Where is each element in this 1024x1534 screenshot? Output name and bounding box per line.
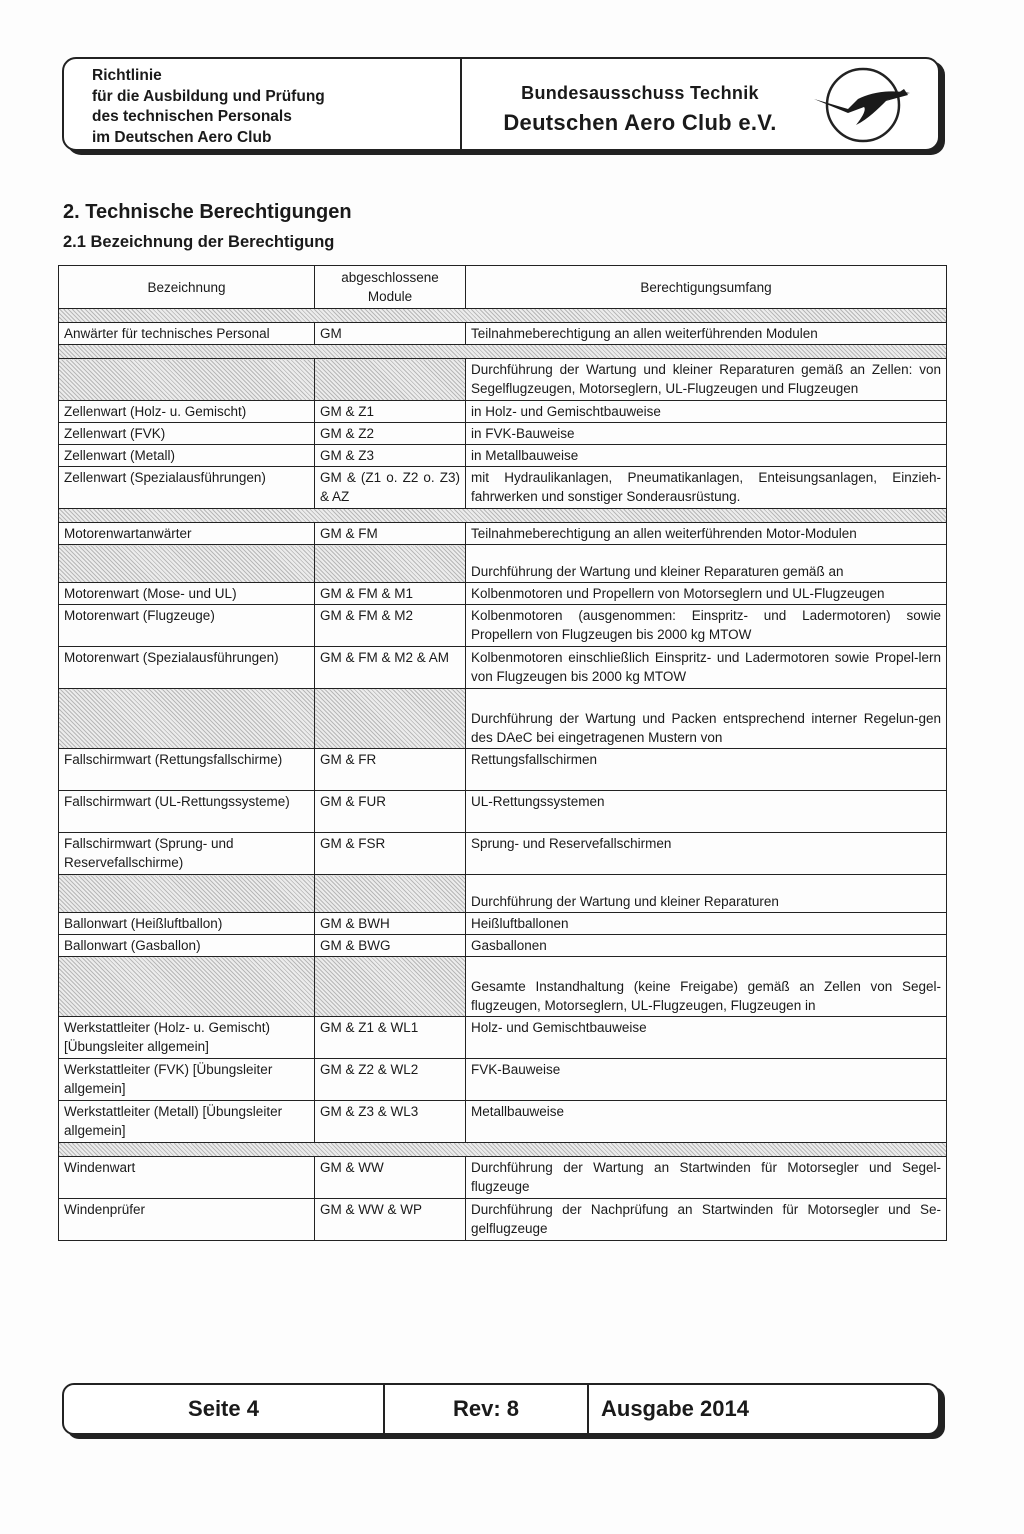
cell-scope: in Holz- und Gemischtbauweise [466,401,947,423]
cell-designation: Ballonwart (Gasballon) [59,935,315,957]
guideline-title-line: für die Ausbildung und Prüfung [92,87,325,105]
section-title: 2. Technische Berechtigungen [63,201,352,223]
table-row [59,605,947,647]
cell-designation: Anwärter für technisches Personal [59,323,315,345]
cell-scope: in FVK-Bauweise [466,423,947,445]
table-row [59,1157,947,1199]
subsection-title: 2.1 Bezeichnung der Berechtigung [63,233,335,251]
eagle-logo-icon [808,63,918,145]
org-committee: Bundesausschuss Technik [521,83,759,103]
cell-modules: GM & WW [315,1157,466,1199]
table-row [59,875,947,913]
cell-scope: Durchführung der Nachprüfung an Startwinden für Motorsegler und Se-gelflugzeuge [466,1199,947,1241]
cell-modules [315,545,466,583]
cell-scope: Kolbenmotoren einschließlich Einspritz- und Ladermotoren sowie Propel-lern von Flugzeugen bis 2000 kg MTOW [466,647,947,689]
cell-modules [315,957,466,1017]
cell-modules: GM & FR [315,749,466,791]
table-row [59,359,947,401]
cell-modules: GM & FM & M1 [315,583,466,605]
cell-scope: Kolbenmotoren (ausgenommen: Einspritz- und Ladermotoren) sowie Propellern von Flugzeugen bis 2000 kg MTOW [466,605,947,647]
guideline-title [64,59,462,149]
cell-modules: GM & BWG [315,935,466,957]
column-header: Berechtigungsumfang [466,266,947,309]
cell-designation [59,545,315,583]
table-row [59,1059,947,1101]
cell-designation: Motorenwartanwärter [59,523,315,545]
cell-modules: GM & FM [315,523,466,545]
guideline-title-line: des technischen Personals [92,108,292,125]
cell-scope: Holz- und Gemischtbauweise [466,1017,947,1059]
cell-modules: GM & Z1 [315,401,466,423]
table-row [59,957,947,1017]
cell-modules: GM & Z3 [315,445,466,467]
cell-modules: GM & FSR [315,833,466,875]
org-name: Deutschen Aero Club e.V. [503,110,777,135]
cell-scope: Kolbenmotoren und Propellern von Motorseglern und UL-Flugzeugen [466,583,947,605]
table-row [59,401,947,423]
cell-scope: Teilnahmeberechtigung an allen weiterführenden Motor-Modulen [466,523,947,545]
cell-scope: Durchführung der Wartung und kleiner Reparaturen [466,875,947,913]
cell-designation: Ballonwart (Heißluftballon) [59,913,315,935]
cell-scope: Durchführung der Wartung und kleiner Reparaturen gemäß an Zellen: von Segelflugzeugen, Motorseglern, UL-Flugzeugen und Flugzeugen [466,359,947,401]
document-header [62,57,940,151]
edition: Ausgabe 2014 [601,1396,749,1421]
column-header: Bezeichnung [59,266,315,309]
cell-designation [59,689,315,749]
table-row [59,545,947,583]
table-row [59,689,947,749]
revision: Rev: 8 [385,1385,589,1433]
table-row [59,1101,947,1143]
cell-scope: FVK-Bauweise [466,1059,947,1101]
cell-designation: Zellenwart (Spezialausführungen) [59,467,315,509]
column-header: abgeschlossene Module [315,266,466,309]
cell-scope: Heißluftballonen [466,913,947,935]
table-row [59,523,947,545]
cell-modules: GM & Z2 & WL2 [315,1059,466,1101]
cell-designation: Motorenwart (Flugzeuge) [59,605,315,647]
cell-scope: Durchführung der Wartung und kleiner Reparaturen gemäß an [466,545,947,583]
cell-designation [59,957,315,1017]
table-row [59,935,947,957]
cell-modules [315,689,466,749]
cell-designation: Motorenwart (Mose- und UL) [59,583,315,605]
cell-modules: GM & BWH [315,913,466,935]
table-row [59,913,947,935]
cell-modules: GM & Z1 & WL1 [315,1017,466,1059]
cell-designation [59,359,315,401]
table-row [59,423,947,445]
cell-scope: Metallbauweise [466,1101,947,1143]
cell-modules [315,359,466,401]
cell-designation: Motorenwart (Spezialausführungen) [59,647,315,689]
cell-scope: Gasballonen [466,935,947,957]
table-row [59,583,947,605]
cell-designation: Windenwart [59,1157,315,1199]
separator-row [59,1143,947,1157]
cell-designation: Windenprüfer [59,1199,315,1241]
table-row [59,445,947,467]
cell-designation: Werkstattleiter (Metall) [Übungsleiter allgemein] [59,1101,315,1143]
cell-modules: GM & (Z1 o. Z2 o. Z3) & AZ [315,467,466,509]
cell-scope: Teilnahmeberechtigung an allen weiterführenden Modulen [466,323,947,345]
guideline-title-line: Richtlinie [92,67,162,84]
cell-scope: in Metallbauweise [466,445,947,467]
table-row [59,647,947,689]
separator-row [59,309,947,323]
separator-row [59,509,947,523]
table-row [59,467,947,509]
qualification-table [58,265,947,1241]
cell-designation: Zellenwart (Holz- u. Gemischt) [59,401,315,423]
cell-designation [59,875,315,913]
cell-scope: mit Hydraulikanlagen, Pneumatikanlagen, Enteisungsanlagen, Einzieh-fahrwerken und sonstiger Sonderausrüstung. [466,467,947,509]
cell-designation: Zellenwart (FVK) [59,423,315,445]
cell-modules: GM & WW & WP [315,1199,466,1241]
cell-designation: Fallschirmwart (Sprung- und Reservefallschirme) [59,833,315,875]
document-footer [62,1383,940,1435]
cell-modules: GM [315,323,466,345]
cell-designation: Werkstattleiter (FVK) [Übungsleiter allgemein] [59,1059,315,1101]
table-header-row [59,266,947,309]
cell-designation: Werkstattleiter (Holz- u. Gemischt) [Übungsleiter allgemein] [59,1017,315,1059]
organization-block [462,59,938,149]
cell-scope: Durchführung der Wartung und Packen entsprechend interner Regelun-gen des DAeC bei eingetragenen Mustern von [466,689,947,749]
cell-scope: Durchführung der Wartung an Startwinden für Motorsegler und Segel-flugzeuge [466,1157,947,1199]
table-row [59,791,947,833]
cell-modules: GM & FM & M2 & AM [315,647,466,689]
cell-modules: GM & Z3 & WL3 [315,1101,466,1143]
cell-scope: UL-Rettungssystemen [466,791,947,833]
cell-designation: Fallschirmwart (Rettungsfallschirme) [59,749,315,791]
cell-scope: Rettungsfallschirmen [466,749,947,791]
table-row [59,749,947,791]
cell-modules: GM & FM & M2 [315,605,466,647]
separator-row [59,345,947,359]
cell-designation: Fallschirmwart (UL-Rettungssysteme) [59,791,315,833]
guideline-title-line: im Deutschen Aero Club [92,128,272,146]
table-row [59,833,947,875]
cell-modules [315,875,466,913]
table-row [59,1017,947,1059]
cell-modules: GM & Z2 [315,423,466,445]
cell-designation: Zellenwart (Metall) [59,445,315,467]
table-row [59,1199,947,1241]
page-number: Seite 4 [64,1385,385,1433]
cell-modules: GM & FUR [315,791,466,833]
cell-scope: Gesamte Instandhaltung (keine Freigabe) gemäß an Zellen von Segel-flugzeugen, Motorseglern, UL-Flugzeugen, Flugzeugen in [466,957,947,1017]
table-row [59,323,947,345]
cell-scope: Sprung- und Reservefallschirmen [466,833,947,875]
